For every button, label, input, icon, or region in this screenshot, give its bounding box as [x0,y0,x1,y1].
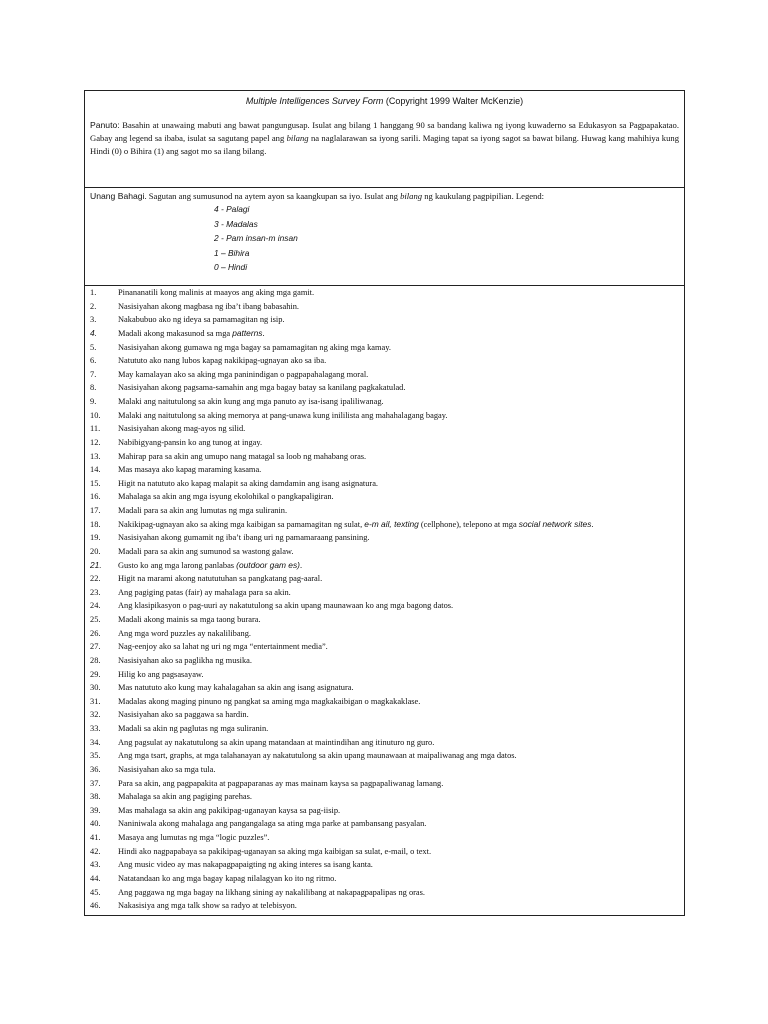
item-text: Hindi ako nagpapabaya sa pakikipag-uganayan sa aking mga kaibigan sa sulat, e-mail, o text. [118,846,432,856]
item-number: 45. [90,887,101,897]
item-text: Madalas akong maging pinuno ng pangkat sa aming mga magkakaibigan o magkakaklase. [118,696,421,706]
item-text: Higit na natututo ako kapag malapit sa aking damdamin ang isang asignatura. [118,478,379,488]
item-number: 29. [90,669,101,679]
item-number: 4. [90,327,97,338]
item-text: Mahalaga sa akin ang pagiging parehas. [118,792,252,802]
item-text: Ang pagsulat ay nakatutulong sa akin upang matandaan at maintindihan ang itinuturo ng guro. [118,737,435,747]
item-text: Nag-eenjoy ako sa lahat ng uri ng mga “entertainment media”. [118,642,328,652]
item-number: 22. [90,574,101,584]
item-number: 7. [90,369,97,379]
item-text: Ang paggawa ng mga bagay na likhang sining ay nakalilibang at nakapagpapalipas ng oras. [118,887,425,897]
item-number: 8. [90,383,97,393]
item-text: Natututo ako nang lubos kapag nakikipag-ugnayan ako sa iba. [118,356,327,366]
item-text-after: . [262,328,265,338]
survey-item [85,504,684,518]
item-number: 3. [90,315,97,325]
item-number: 14. [90,465,101,475]
item-text-italic: (outdoor gam es) [236,559,300,570]
survey-item [85,804,684,818]
survey-item [85,668,684,682]
item-text: Nasisiyahan ako sa paggawa sa hardin. [118,710,249,720]
survey-item [85,422,684,436]
survey-item [85,463,684,477]
item-number: 5. [90,342,97,352]
item-text: Natatandaan ko ang mga bagay kapag nilalagyan ko ito ng ritmo. [118,873,337,883]
item-number: 37. [90,778,101,788]
item-text: Para sa akin, ang pagpapakita at pagpaparanas ay mas mainam kaysa sa pagpapaliwanag lamang. [118,778,444,788]
item-text: Mahalaga sa akin ang mga isyung ekolohikal o pangkapaligiran. [118,492,334,502]
item-number: 23. [90,587,101,597]
item-number: 10. [90,410,101,420]
item-text: Nasisiyahan akong gumamit ng iba’t ibang uri ng pamamaraang pansining. [118,533,370,543]
item-text: Higit na marami akong natututuhan sa pangkatang pag-aaral. [118,574,323,584]
survey-item [85,313,684,327]
item-number: 28. [90,655,101,665]
item-text-after-2: . [591,519,594,529]
survey-item [85,450,684,464]
survey-item [85,409,684,423]
item-text: Gusto ko ang mga larong panlabas [118,560,237,570]
survey-item [85,736,684,750]
item-number: 34. [90,737,101,747]
item-text-after: . [299,560,303,570]
item-text: Ang klasipikasyon o pag-uuri ay nakatutulong sa akin upang maunawaan ko ang mga bagong datos. [118,601,454,611]
survey-item [85,545,684,559]
item-number: 11. [90,424,101,434]
item-text-after: (cellphone), telepono at mga [418,519,519,529]
survey-item [85,845,684,859]
item-number: 39. [90,805,101,815]
item-number: 42. [90,846,101,856]
item-number: 16. [90,492,101,502]
legend-list [214,202,679,275]
item-number: 12. [90,437,101,447]
survey-item [85,627,684,641]
survey-item [85,354,684,368]
item-number: 32. [90,710,101,720]
legend-entry: 0 – Hindi [214,262,248,272]
item-text: Nakikipag-ugnayan ako sa aking mga kaibigan sa pamamagitan ng sulat, [118,519,365,529]
item-text: Nasisiyahan akong gumawa ng mga bagay sa pamamagitan ng aking mga kamay. [118,342,391,352]
legend-entry: 4 - Palagi [214,204,250,214]
survey-item [85,695,684,709]
legend-intro-text-1: . Sagutan ang sumusunod na aytem ayon sa kaangkupan sa iyo. Isulat ang [144,191,401,201]
survey-items-section [85,286,684,915]
instructions-label: Panuto: [90,120,120,130]
item-number: 15. [90,478,101,488]
item-text-italic: e-m ail, texting [364,518,419,529]
item-number: 36. [90,764,101,774]
survey-item [85,599,684,613]
survey-form-table [84,90,685,916]
item-text: Nasisiyahan ako sa mga tula. [118,764,216,774]
item-text-italic: patterns [232,327,263,338]
item-text: Nakasisiya ang mga talk show sa radyo at telebisyon. [118,901,297,911]
item-number: 21. [90,559,102,570]
survey-item [85,817,684,831]
item-text: Nasisiyahan akong pagsama-samahin ang mga bagay batay sa kanilang pagkakatulad. [118,383,406,393]
survey-item [85,368,684,382]
item-text: Madali para sa akin ang sumunod sa wastong galaw. [118,546,294,556]
legend-intro-text-2: ng kaukulang pagpipilian. Legend: [422,191,545,201]
item-number: 17. [90,506,101,515]
item-text: Mas natututo ako kung may kahalagahan sa akin ang isang asignatura. [118,683,354,693]
item-text: Hilig ko ang pagsasayaw. [118,669,204,679]
item-number: 24. [90,601,101,611]
item-text: Mas mahalaga sa akin ang pakikipag-uganayan kaysa sa pag-iisip. [118,805,341,815]
item-number: 13. [90,451,101,461]
survey-item [85,763,684,777]
item-number: 43. [90,860,101,870]
item-text: Madali akong mainis sa mga taong burara. [118,615,261,624]
item-text: Ang mga tsart, graphs, at mga talahanayan ay nakatutulong sa akin upang maunawaan at maipaliwanag ang mga datos. [118,751,517,761]
survey-item [85,531,684,545]
item-text: Nakabubuo ako ng ideya sa pamamagitan ng isip. [118,315,285,325]
survey-item [85,654,684,668]
instructions [90,119,679,158]
survey-items-list [85,286,684,913]
item-number: 2. [90,301,97,311]
survey-item [85,477,684,491]
item-text: Malaki ang naitutulong sa akin kung ang mga panuto ay isa-isang ipaliliwanag. [118,397,384,406]
item-text: Madali para sa akin ang lumutas ng mga suliranin. [118,506,288,515]
survey-item [85,722,684,736]
form-header-section [85,91,684,188]
item-number: 19. [90,533,101,543]
part-label: Unang Bahagi [90,191,145,201]
instructions-text-1: Basahin at unawaing mabuti ang bawat pangungusap. Isulat ang bilang 1 hanggang 90 sa bandang kaliwa ng iyong kuwaderno sa Edukasyon sa Pagpapakatao. Gabay ang legend sa ibaba, isulat sa sagutang papel ang [90,120,679,143]
item-number: 20. [90,546,101,556]
survey-item [85,708,684,722]
survey-item [85,831,684,845]
item-number: 33. [90,724,101,733]
item-text: Malaki ang naitutulong sa aking memorya at pang-unawa kung inililista ang mahahalagang bagay. [118,410,448,420]
survey-item [85,886,684,900]
survey-item [85,518,684,532]
item-number: 31. [90,696,101,706]
item-text-italic-2: social network sites [518,518,592,529]
survey-item [85,613,684,627]
survey-item [85,286,684,300]
item-text: May kamalayan ako sa aking mga paninindigan o pagpapahalagang moral. [118,369,369,379]
item-number: 25. [90,615,101,624]
survey-item [85,381,684,395]
item-number: 30. [90,683,101,693]
survey-item [85,749,684,763]
survey-item [85,341,684,355]
survey-item [85,899,684,913]
survey-item [85,586,684,600]
item-number: 26. [90,628,101,638]
legend-intro [90,191,679,202]
item-text: Mahirap para sa akin ang umupo nang matagal sa loob ng mahabang oras. [118,451,367,461]
item-number: 44. [90,873,101,883]
legend-intro-italic: bilang [400,191,423,201]
item-number: 27. [90,642,101,652]
item-text: Nabibigyang-pansin ko ang tunog at ingay. [118,437,263,447]
item-number: 9. [90,397,97,406]
item-text: Madali sa akin ng paglutas ng mga suliranin. [118,724,269,733]
item-text: Ang music video ay mas nakapagpapaigting ng aking interes sa isang kanta. [118,860,373,870]
survey-item [85,559,684,573]
survey-item [85,640,684,654]
item-text: Nasisiyahan akong mag-ayos ng silid. [118,424,246,434]
form-title-copyright: (Copyright 1999 Walter McKenzie) [383,96,524,106]
item-text: Ang mga word puzzles ay nakalilibang. [118,628,252,638]
item-number: 38. [90,792,101,802]
item-number: 35. [90,751,101,761]
survey-item [85,436,684,450]
survey-item [85,395,684,409]
legend-entry: 3 - Madalas [214,218,258,229]
form-title-italic: Multiple Intelligences Survey Form [245,96,384,106]
item-text: Naniniwala akong mahalaga ang pangangalaga sa ating mga parke at pambansang pasyalan. [118,819,427,829]
item-text: Masaya ang lumutas ng mga “logic puzzles”. [118,833,270,842]
survey-item [85,327,684,341]
item-number: 41. [90,833,101,842]
survey-item [85,300,684,314]
form-title [90,95,679,107]
survey-item [85,790,684,804]
item-text: Nasisiyahan akong magbasa ng iba’t ibang babasahin. [118,301,300,311]
legend-entry: 2 - Pam insan-m insan [214,233,298,243]
item-number: 40. [90,819,101,829]
item-text: Pinananatili kong malinis at maayos ang aking mga gamit. [118,288,315,297]
survey-item [85,490,684,504]
legend-section [85,188,684,286]
instructions-text-2: na naglalarawan sa iyong sarili. Maging tapat sa iyong sagot sa bawat bilang. Huwag kang mahihiya kung Hindi (0) o Bihira (1) ang sagot mo sa ilang bilang. [90,133,679,156]
survey-item [85,572,684,586]
instructions-italic: bilang [286,133,309,143]
item-text: Nasisiyahan ako sa paglikha ng musika. [118,655,252,665]
item-number: 46. [90,901,101,911]
survey-item [85,681,684,695]
item-text: Mas masaya ako kapag maraming kasama. [118,465,262,475]
item-text: Ang pagiging patas (fair) ay mahalaga para sa akin. [118,587,291,597]
item-number: 6. [90,356,97,366]
legend-entry: 1 – Bihira [214,247,250,258]
item-number: 1. [90,288,97,297]
item-text: Madali akong makasunod sa mga [118,328,233,338]
survey-item [85,777,684,791]
survey-item [85,858,684,872]
item-number: 18. [90,519,101,529]
survey-item [85,872,684,886]
